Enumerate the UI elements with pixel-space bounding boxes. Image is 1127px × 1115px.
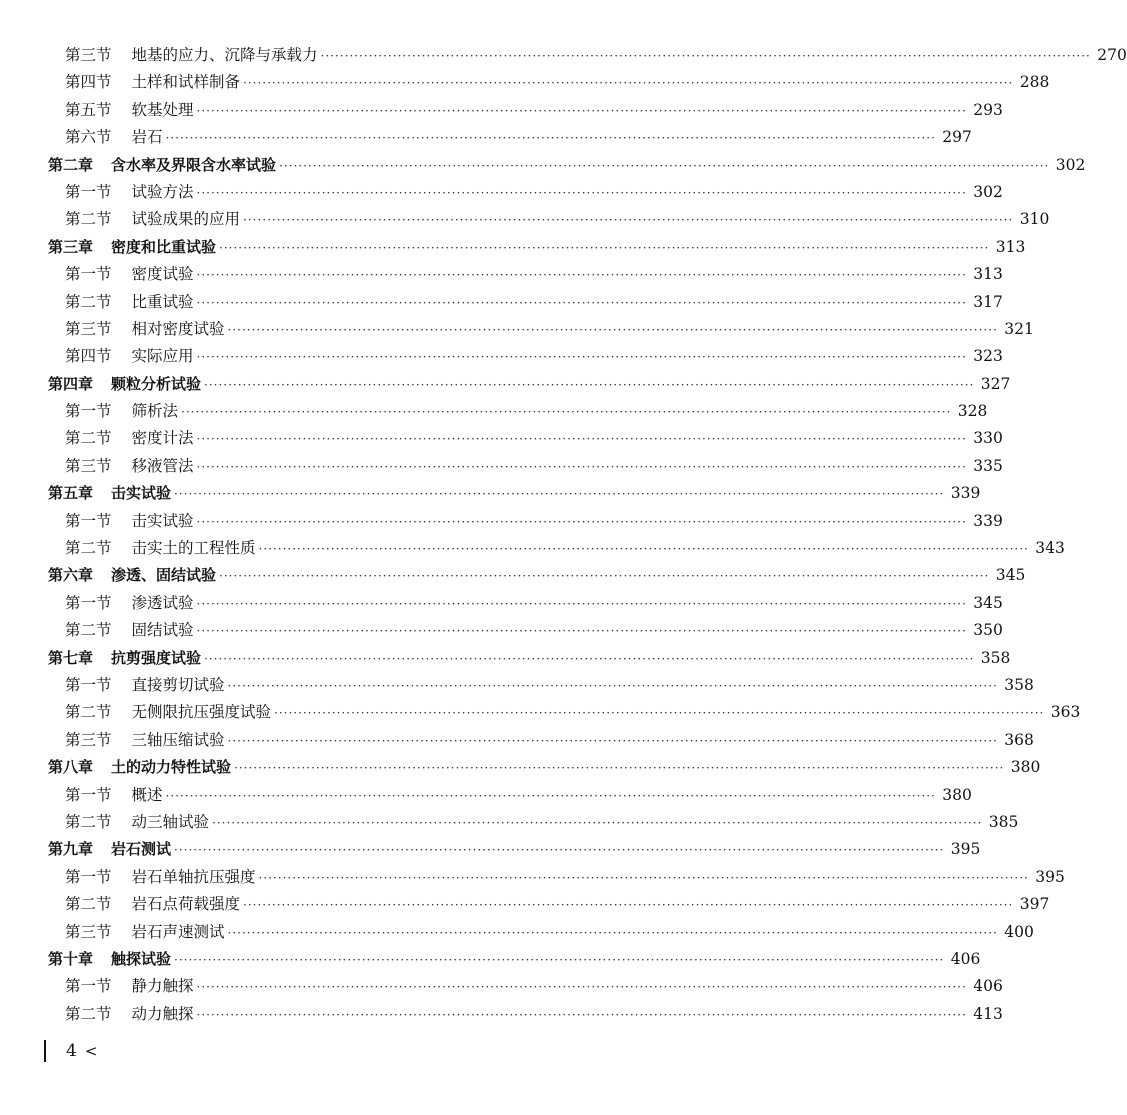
toc-entry-number: 第四章 xyxy=(48,374,94,393)
toc-entry-title: 软基处理 xyxy=(131,100,194,119)
toc-entry-page: 323 xyxy=(973,347,1003,366)
toc-entry-title: 击实试验 xyxy=(111,484,172,503)
dot-leader: ································································································································································ xyxy=(243,213,1014,228)
toc-entry-title: 移液管法 xyxy=(131,456,194,475)
toc-entry-page: 385 xyxy=(988,812,1019,831)
dot-leader: ································································································································································ xyxy=(227,925,998,940)
dot-leader: ································································································································································ xyxy=(227,733,998,748)
toc-entry-number: 第二节 xyxy=(65,895,112,914)
table-of-contents xyxy=(48,42,1127,1028)
toc-entry-title: 动三轴试验 xyxy=(131,812,210,831)
dot-leader: ································································································································································ xyxy=(181,405,952,420)
dot-leader: ································································································································································ xyxy=(279,158,1050,173)
dot-leader: ································································································································································ xyxy=(204,651,975,666)
toc-entry-title: 岩石声速测试 xyxy=(131,922,225,941)
dot-leader: ································································································································································ xyxy=(196,185,967,200)
footer-rule xyxy=(44,1040,46,1062)
toc-entry-page: 313 xyxy=(973,265,1003,284)
toc-entry-title: 渗透、固结试验 xyxy=(111,566,217,585)
toc-section-row[interactable] xyxy=(48,453,1003,480)
toc-entry-number: 第二节 xyxy=(65,210,112,229)
dot-leader: ································································································································································ xyxy=(234,761,1005,776)
dot-leader: ································································································································································ xyxy=(165,788,936,803)
toc-entry-number: 第一节 xyxy=(65,675,112,694)
toc-entry-number: 第二节 xyxy=(65,812,112,831)
toc-entry-number: 第七章 xyxy=(48,648,94,667)
toc-section-row[interactable] xyxy=(48,891,1050,918)
toc-entry-number: 第二节 xyxy=(65,292,112,311)
toc-entry-title: 直接剪切试验 xyxy=(131,675,225,694)
toc-entry-number: 第三节 xyxy=(65,456,112,475)
toc-entry-title: 固结试验 xyxy=(131,621,194,640)
toc-entry-number: 第一节 xyxy=(65,593,112,612)
dot-leader: ································································································································································ xyxy=(196,103,967,118)
toc-entry-number: 第三节 xyxy=(65,46,112,64)
toc-section-row[interactable] xyxy=(48,782,972,809)
toc-entry-title: 比重试验 xyxy=(131,292,194,311)
toc-entry-page: 313 xyxy=(995,237,1026,256)
toc-entry-number: 第八章 xyxy=(48,758,94,777)
toc-entry-number: 第六章 xyxy=(48,566,94,585)
toc-entry-number: 第二节 xyxy=(65,621,112,640)
toc-entry-title: 静力触探 xyxy=(131,977,194,996)
toc-section-row[interactable] xyxy=(48,1001,1003,1028)
toc-entry-title: 试验方法 xyxy=(131,182,194,201)
toc-entry-number: 第一节 xyxy=(65,785,112,804)
dot-leader: ································································································································································ xyxy=(196,596,967,611)
toc-chapter-row[interactable] xyxy=(48,754,1041,781)
dot-leader: ································································································································································ xyxy=(258,542,1029,557)
toc-entry-page: 297 xyxy=(942,128,972,147)
toc-entry-page: 327 xyxy=(980,374,1011,393)
toc-entry-title: 密度试验 xyxy=(131,265,194,284)
toc-section-row[interactable] xyxy=(48,97,1003,124)
toc-section-row[interactable] xyxy=(48,261,1003,288)
dot-leader: ································································································································································ xyxy=(174,487,945,502)
toc-entry-title: 三轴压缩试验 xyxy=(131,730,225,749)
toc-chapter-row[interactable] xyxy=(48,562,1026,589)
dot-leader: ································································································································································ xyxy=(174,952,945,967)
toc-entry-title: 颗粒分析试验 xyxy=(111,374,202,393)
toc-entry-number: 第四节 xyxy=(65,73,112,92)
toc-chapter-row[interactable] xyxy=(48,645,1011,672)
toc-section-row[interactable] xyxy=(48,809,1019,836)
page-number: 4 xyxy=(66,1041,77,1061)
toc-entry-number: 第一节 xyxy=(65,265,112,284)
toc-entry-title: 渗透试验 xyxy=(131,593,194,612)
toc-entry-page: 321 xyxy=(1004,319,1034,338)
toc-section-row[interactable] xyxy=(48,343,1003,370)
toc-entry-number: 第二节 xyxy=(65,1004,112,1023)
dot-leader: ································································································································································ xyxy=(219,569,990,584)
toc-entry-title: 击实试验 xyxy=(131,511,194,530)
toc-entry-page: 380 xyxy=(942,785,972,804)
toc-entry-title: 抗剪强度试验 xyxy=(111,648,202,667)
toc-chapter-row[interactable] xyxy=(48,836,981,863)
toc-entry-number: 第三节 xyxy=(65,319,112,338)
toc-entry-title: 土样和试样制备 xyxy=(131,73,241,92)
dot-leader: ································································································································································ xyxy=(212,815,983,830)
dot-leader: ································································································································································ xyxy=(196,514,967,529)
dot-leader: ································································································································································ xyxy=(196,295,967,310)
toc-entry-page: 363 xyxy=(1050,703,1081,722)
toc-entry-title: 筛析法 xyxy=(131,402,179,421)
dot-leader: ································································································································································ xyxy=(196,268,967,283)
toc-entry-page: 358 xyxy=(980,648,1011,667)
toc-section-row[interactable] xyxy=(48,672,1034,699)
toc-section-row[interactable] xyxy=(48,864,1065,891)
toc-entry-page: 339 xyxy=(973,511,1003,530)
toc-entry-page: 345 xyxy=(995,566,1026,585)
toc-entry-title: 岩石点荷载强度 xyxy=(131,895,241,914)
toc-entry-page: 350 xyxy=(973,621,1003,640)
toc-chapter-row[interactable] xyxy=(48,152,1086,179)
toc-entry-title: 岩石单轴抗压强度 xyxy=(131,867,256,886)
dot-leader: ································································································································································ xyxy=(196,1007,967,1022)
toc-entry-page: 317 xyxy=(973,292,1003,311)
toc-section-row[interactable] xyxy=(48,316,1034,343)
toc-entry-page: 328 xyxy=(957,402,988,421)
toc-entry-number: 第一节 xyxy=(65,182,112,201)
toc-chapter-row[interactable] xyxy=(48,480,981,507)
toc-section-row[interactable] xyxy=(48,398,988,425)
toc-entry-page: 270 xyxy=(1097,46,1127,64)
toc-entry-title: 无侧限抗压强度试验 xyxy=(131,703,272,722)
toc-entry-page: 413 xyxy=(973,1004,1003,1023)
toc-entry-number: 第三节 xyxy=(65,730,112,749)
dot-leader: ································································································································································ xyxy=(227,678,998,693)
toc-section-row[interactable] xyxy=(48,206,1050,233)
toc-entry-title: 土的动力特性试验 xyxy=(111,758,232,777)
dot-leader: ································································································································································ xyxy=(320,49,1091,63)
dot-leader: ································································································································································ xyxy=(174,843,945,858)
toc-entry-page: 395 xyxy=(1035,867,1065,886)
dot-leader: ································································································································································ xyxy=(196,350,967,365)
dot-leader: ································································································································································ xyxy=(274,706,1045,721)
toc-entry-title: 击实土的工程性质 xyxy=(131,539,256,558)
toc-entry-title: 岩石 xyxy=(131,128,163,147)
toc-section-row[interactable] xyxy=(48,590,1003,617)
toc-section-row[interactable] xyxy=(48,617,1003,644)
toc-entry-page: 397 xyxy=(1019,895,1050,914)
dot-leader: ································································································································································ xyxy=(227,322,998,337)
toc-entry-page: 335 xyxy=(973,456,1003,475)
toc-section-row[interactable] xyxy=(48,42,1127,69)
toc-section-row[interactable] xyxy=(48,508,1003,535)
toc-section-row[interactable] xyxy=(48,289,1003,316)
dot-leader: ································································································································································ xyxy=(196,432,967,447)
toc-entry-number: 第一节 xyxy=(65,977,112,996)
dot-leader: ································································································································································ xyxy=(243,76,1014,91)
toc-chapter-row[interactable] xyxy=(48,946,981,973)
toc-entry-number: 第一节 xyxy=(65,867,112,886)
toc-entry-title: 触探试验 xyxy=(111,949,172,968)
toc-entry-page: 406 xyxy=(973,977,1003,996)
toc-section-row[interactable] xyxy=(48,425,1003,452)
toc-entry-number: 第二章 xyxy=(48,155,94,174)
toc-entry-title: 动力触探 xyxy=(131,1004,194,1023)
dot-leader: ································································································································································ xyxy=(196,459,967,474)
toc-entry-page: 395 xyxy=(950,840,981,859)
toc-section-row[interactable] xyxy=(48,919,1034,946)
dot-leader: ································································································································································ xyxy=(196,980,967,995)
toc-entry-number: 第四节 xyxy=(65,347,112,366)
toc-entry-number: 第十章 xyxy=(48,949,94,968)
toc-entry-title: 密度计法 xyxy=(131,429,194,448)
toc-entry-page: 380 xyxy=(1010,758,1041,777)
toc-section-row[interactable] xyxy=(48,69,1050,96)
toc-entry-number: 第三节 xyxy=(65,922,112,941)
toc-entry-number: 第二节 xyxy=(65,539,112,558)
toc-entry-number: 第六节 xyxy=(65,128,112,147)
toc-entry-title: 试验成果的应用 xyxy=(131,210,241,229)
toc-entry-number: 第三章 xyxy=(48,237,94,256)
toc-entry-title: 密度和比重试验 xyxy=(111,237,217,256)
toc-section-row[interactable] xyxy=(48,973,1003,1000)
toc-section-row[interactable] xyxy=(48,727,1034,754)
dot-leader: ································································································································································ xyxy=(196,624,967,639)
toc-entry-page: 345 xyxy=(973,593,1003,612)
toc-entry-number: 第五章 xyxy=(48,484,94,503)
toc-chapter-row[interactable] xyxy=(48,234,1026,261)
dot-leader: ································································································································································ xyxy=(258,870,1029,885)
toc-entry-page: 310 xyxy=(1019,210,1050,229)
arrow-icon: < xyxy=(84,1042,98,1060)
dot-leader: ································································································································································ xyxy=(219,240,990,255)
toc-entry-number: 第二节 xyxy=(65,429,112,448)
toc-entry-page: 343 xyxy=(1035,539,1065,558)
toc-entry-number: 第五节 xyxy=(65,100,112,119)
toc-entry-page: 400 xyxy=(1004,922,1034,941)
toc-section-row[interactable] xyxy=(48,179,1003,206)
toc-entry-page: 358 xyxy=(1004,675,1034,694)
toc-entry-page: 330 xyxy=(973,429,1003,448)
toc-entry-number: 第二节 xyxy=(65,703,112,722)
dot-leader: ································································································································································ xyxy=(243,898,1014,913)
toc-entry-title: 相对密度试验 xyxy=(131,319,225,338)
toc-entry-number: 第一节 xyxy=(65,402,112,421)
toc-entry-page: 339 xyxy=(950,484,981,503)
toc-entry-title: 地基的应力、沉降与承载力 xyxy=(131,46,318,64)
toc-entry-page: 368 xyxy=(1004,730,1034,749)
dot-leader: ································································································································································ xyxy=(165,131,936,146)
toc-entry-page: 293 xyxy=(973,100,1003,119)
toc-section-row[interactable] xyxy=(48,535,1065,562)
toc-entry-title: 含水率及界限含水率试验 xyxy=(111,155,277,174)
toc-entry-title: 概述 xyxy=(131,785,163,804)
toc-section-row[interactable] xyxy=(48,699,1081,726)
toc-chapter-row[interactable] xyxy=(48,371,1011,398)
toc-entry-title: 实际应用 xyxy=(131,347,194,366)
toc-entry-title: 岩石测试 xyxy=(111,840,172,859)
toc-section-row[interactable] xyxy=(48,124,972,151)
toc-entry-page: 288 xyxy=(1019,73,1050,92)
toc-entry-page: 406 xyxy=(950,949,981,968)
toc-entry-page: 302 xyxy=(1055,155,1086,174)
dot-leader: ································································································································································ xyxy=(204,377,975,392)
page-footer xyxy=(44,1040,97,1062)
toc-entry-number: 第九章 xyxy=(48,840,94,859)
toc-entry-number: 第一节 xyxy=(65,511,112,530)
toc-entry-page: 302 xyxy=(973,182,1003,201)
